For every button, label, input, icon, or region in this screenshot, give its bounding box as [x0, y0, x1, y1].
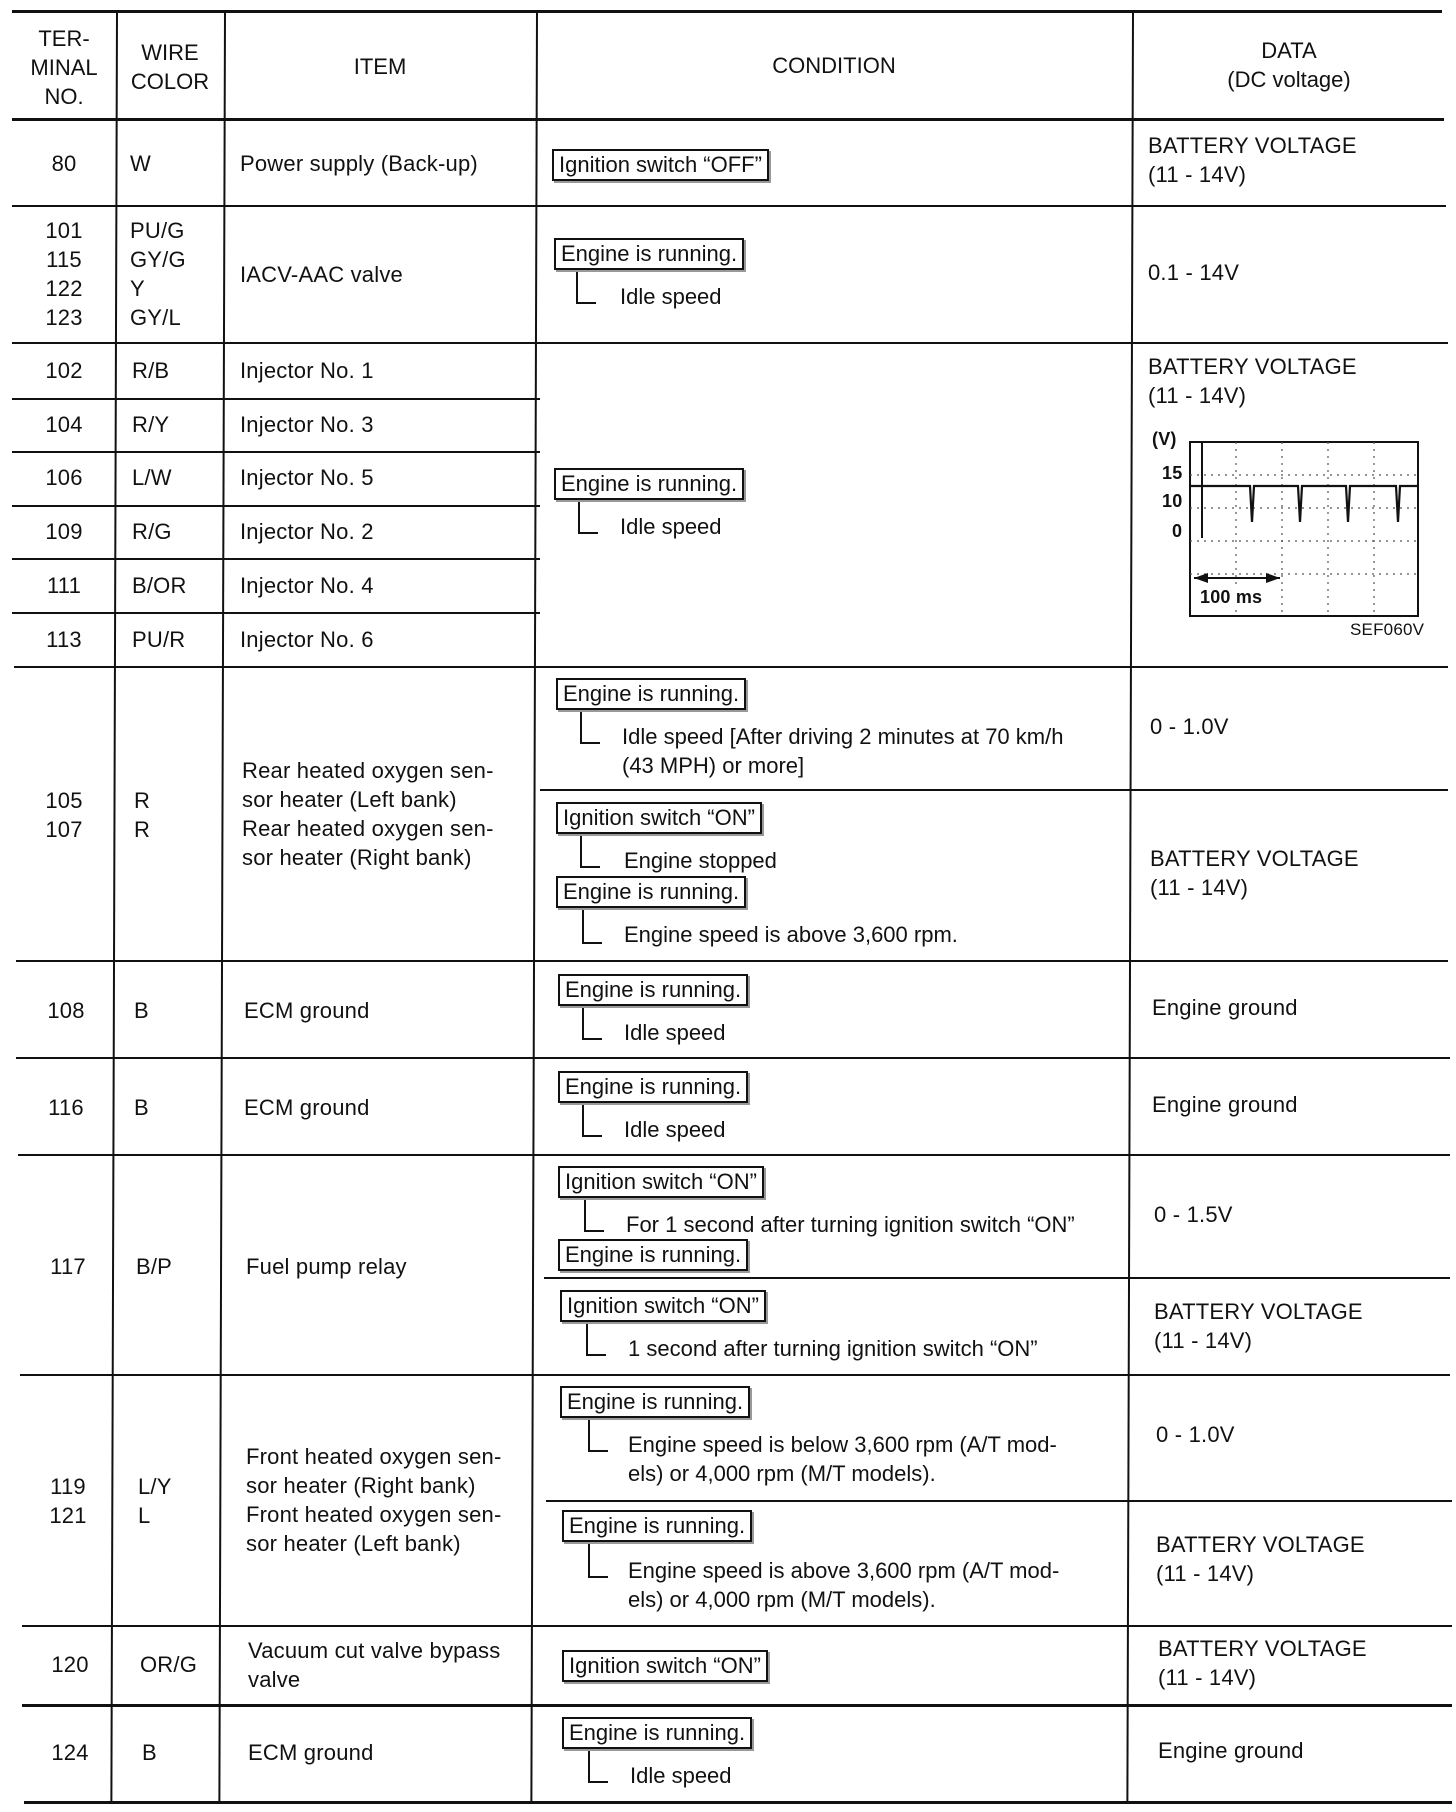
arrow-head-left: [1194, 573, 1208, 583]
item: Injector No. 5: [240, 465, 374, 490]
sub-condition-branch: [582, 910, 602, 944]
data-value: 0 - 1.5V: [1154, 1202, 1233, 1227]
terminal-no: 106: [45, 465, 83, 490]
header-wire-color: [118, 38, 222, 96]
data-line: (11 - 14V): [1148, 162, 1247, 187]
data-line: BATTERY VOLTAGE: [1148, 133, 1357, 158]
sub-condition: Engine speed is above 3,600 rpm.: [624, 922, 958, 947]
item: Injector No. 2: [240, 519, 374, 544]
item: ECM ground: [244, 1095, 370, 1120]
condition-box: Ignition switch “ON”: [556, 802, 762, 834]
header-line: COLOR: [130, 69, 210, 94]
terminal-line: 119: [50, 1474, 86, 1499]
terminal-no: 116: [48, 1095, 84, 1120]
data-value: [1156, 1530, 1365, 1588]
data-line: BATTERY VOLTAGE: [1150, 846, 1359, 871]
condition-box: Engine is running.: [562, 1717, 752, 1749]
condition-box: Engine is running.: [556, 678, 746, 710]
terminal-no: 108: [47, 998, 85, 1023]
item: [248, 1636, 500, 1694]
terminal-no: 117: [50, 1254, 86, 1279]
sub-condition: 1 second after turning ignition switch “ON”: [628, 1336, 1038, 1361]
wire-color: L/W: [132, 465, 172, 490]
row-rule: [12, 205, 1446, 207]
data-value: [1154, 1297, 1363, 1355]
header-terminal-no: [14, 24, 114, 111]
terminal-no: 109: [45, 519, 83, 544]
sub-condition: Idle speed: [630, 1763, 732, 1788]
condition-box: Engine is running.: [554, 238, 744, 270]
wire-color: R/Y: [132, 412, 170, 437]
scope-y-label: 15: [1162, 463, 1183, 483]
column-rule: [530, 12, 538, 1802]
item: Injector No. 3: [240, 412, 374, 437]
sub-condition-branch: [588, 1544, 608, 1578]
row-rule: [16, 960, 1448, 962]
data-line: (11 - 14V): [1158, 1665, 1257, 1690]
sub-condition-branch: [584, 1200, 604, 1232]
row-rule: [14, 666, 1448, 668]
sub-condition: Engine stopped: [624, 848, 777, 873]
sub-condition-branch: [582, 1008, 602, 1040]
data-value: [1148, 131, 1357, 189]
row-rule: [12, 398, 540, 400]
sub-line: (43 MPH) or more]: [622, 753, 805, 778]
header-condition: CONDITION: [772, 53, 896, 78]
column-rule: [218, 12, 226, 1802]
wire-color: R/B: [132, 358, 170, 383]
header-line: NO.: [44, 84, 84, 109]
header-line: WIRE: [141, 40, 199, 65]
item-line: Front heated oxygen sen-: [246, 1502, 502, 1527]
data-value: Engine ground: [1152, 995, 1298, 1020]
wire-line: GY/G: [130, 247, 186, 272]
sub-condition: Idle speed: [620, 284, 722, 309]
header-bottom-rule: [12, 118, 1444, 121]
wire-line: L: [138, 1503, 151, 1528]
wire-color: B/OR: [132, 573, 187, 598]
row-rule: [22, 1625, 1452, 1627]
terminal-line: 122: [45, 276, 83, 301]
data-line: BATTERY VOLTAGE: [1148, 354, 1357, 379]
sub-condition-branch: [578, 502, 598, 534]
wire-line: PU/G: [130, 218, 185, 243]
terminal-no: 120: [51, 1652, 89, 1677]
wire-line: Y: [130, 276, 145, 301]
condition-box: Engine is running.: [556, 876, 746, 908]
wire-color: [138, 1472, 172, 1530]
row-rule: [22, 1704, 1452, 1707]
sub-condition-branch: [588, 1751, 608, 1783]
wire-color: R/G: [132, 519, 172, 544]
wire-color: B/P: [136, 1254, 173, 1279]
wire-color: [134, 786, 150, 844]
sub-line: els) or 4,000 rpm (M/T models).: [628, 1461, 936, 1486]
wire-color: OR/G: [140, 1652, 198, 1677]
terminal-line: 107: [45, 817, 83, 842]
data-line: (11 - 14V): [1154, 1328, 1253, 1353]
sub-condition: Idle speed: [620, 514, 722, 539]
terminal-no: 113: [46, 627, 82, 652]
item: Fuel pump relay: [246, 1254, 407, 1279]
data-line: (11 - 14V): [1156, 1561, 1255, 1586]
item: IACV-AAC valve: [240, 262, 403, 287]
data-value: Engine ground: [1152, 1092, 1298, 1117]
sub-condition-branch: [576, 272, 596, 304]
sub-condition: [628, 1556, 1059, 1614]
item-line: Rear heated oxygen sen-: [242, 816, 494, 841]
terminal-line: 105: [45, 788, 83, 813]
scope-time-label: 100 ms: [1200, 587, 1263, 607]
item: Injector No. 4: [240, 573, 374, 598]
sub-condition-branch: [582, 1105, 602, 1137]
data-value: [1158, 1634, 1367, 1692]
condition-box: Engine is running.: [558, 1239, 748, 1271]
sub-line: Engine speed is below 3,600 rpm (A/T mod-: [628, 1432, 1057, 1457]
data-value: Engine ground: [1158, 1738, 1304, 1763]
terminal-no: 80: [51, 151, 77, 176]
item-line: valve: [248, 1667, 301, 1692]
condition-box: Engine is running.: [560, 1386, 750, 1418]
item: ECM ground: [244, 998, 370, 1023]
wire-line: R: [134, 788, 151, 813]
item-line: Front heated oxygen sen-: [246, 1444, 502, 1469]
sub-condition: Idle speed: [624, 1020, 726, 1045]
sub-line: els) or 4,000 rpm (M/T models).: [628, 1587, 936, 1612]
item-line: sor heater (Right bank): [246, 1473, 476, 1498]
data-value: 0.1 - 14V: [1148, 260, 1240, 285]
item: [246, 1442, 502, 1558]
condition-box: Ignition switch “ON”: [562, 1650, 768, 1682]
row-rule: [16, 1057, 1450, 1059]
sub-line: Engine speed is above 3,600 rpm (A/T mod-: [628, 1558, 1060, 1583]
condition-box: Ignition switch “ON”: [560, 1290, 766, 1322]
wire-color: PU/R: [132, 627, 186, 652]
scope-y-label: 10: [1162, 491, 1183, 511]
row-rule: [12, 612, 540, 614]
arrow-head-right: [1266, 573, 1280, 583]
header-line: TER-: [38, 26, 90, 51]
row-rule: [12, 451, 540, 453]
row-rule: [540, 789, 1448, 791]
waveform-chart: [1150, 428, 1432, 638]
terminal-no: [14, 786, 114, 844]
item: Injector No. 6: [240, 627, 374, 652]
item: Power supply (Back-up): [240, 151, 478, 176]
sub-condition: [628, 1430, 1057, 1488]
terminal-line: 123: [45, 305, 83, 330]
wire-line: L/Y: [138, 1474, 172, 1499]
sub-condition: Idle speed: [624, 1117, 726, 1142]
sub-condition-branch: [588, 1420, 608, 1452]
header-line: DATA: [1261, 38, 1317, 63]
wire-color: W: [130, 151, 151, 176]
terminal-no: [18, 1472, 118, 1530]
scope-unit-label: (V): [1152, 429, 1177, 449]
header-line: MINAL: [30, 55, 98, 80]
data-line: BATTERY VOLTAGE: [1154, 1299, 1363, 1324]
header-data: [1134, 36, 1444, 94]
data-value: 0 - 1.0V: [1156, 1422, 1235, 1447]
condition-box: Engine is running.: [558, 974, 748, 1006]
sub-condition: [622, 722, 1063, 780]
header-item: ITEM: [353, 54, 407, 79]
row-rule: [12, 505, 540, 507]
condition-box: Ignition switch “OFF”: [552, 149, 769, 181]
item: [242, 756, 494, 872]
header-line: (DC voltage): [1227, 67, 1351, 92]
table-bottom-rule: [24, 1801, 1452, 1804]
terminal-no: 111: [46, 573, 82, 598]
item: ECM ground: [248, 1740, 374, 1765]
condition-box: Ignition switch “ON”: [558, 1166, 764, 1198]
condition-box: Engine is running.: [562, 1510, 752, 1542]
condition-box: Engine is running.: [558, 1071, 748, 1103]
terminal-line: 121: [49, 1503, 87, 1528]
terminal-no: 102: [45, 358, 83, 383]
sub-condition-branch: [580, 712, 600, 744]
terminal-no: [14, 216, 114, 332]
item-line: Vacuum cut valve bypass: [248, 1638, 501, 1663]
wire-color: B: [142, 1740, 157, 1765]
condition-box: Engine is running.: [554, 468, 744, 500]
data-line: BATTERY VOLTAGE: [1156, 1532, 1365, 1557]
data-value: [1150, 844, 1359, 902]
terminal-line: 101: [45, 218, 83, 243]
wire-line: GY/L: [130, 305, 181, 330]
data-line: (11 - 14V): [1150, 875, 1249, 900]
item-line: Rear heated oxygen sen-: [242, 758, 494, 783]
data-value: [1148, 352, 1357, 410]
terminal-no: 104: [45, 412, 83, 437]
scope-y-label: 0: [1172, 521, 1183, 541]
item: Injector No. 1: [240, 358, 374, 383]
row-rule: [544, 1277, 1450, 1279]
sub-condition: For 1 second after turning ignition switch “ON”: [626, 1212, 1075, 1237]
terminal-no: 124: [51, 1740, 89, 1765]
row-rule: [12, 342, 1448, 344]
row-rule: [12, 558, 540, 560]
terminal-line: 115: [46, 247, 82, 272]
wire-color: B: [134, 998, 149, 1023]
table-top-rule: [12, 10, 1442, 13]
wire-line: R: [134, 817, 151, 842]
row-rule: [20, 1374, 1450, 1376]
sub-condition-branch: [580, 836, 600, 868]
item-line: sor heater (Right bank): [242, 845, 472, 870]
wire-color: B: [134, 1095, 149, 1120]
waveform-scope: [1150, 428, 1432, 638]
sub-condition-branch: [586, 1324, 606, 1356]
item-line: sor heater (Left bank): [242, 787, 457, 812]
column-rule: [1126, 12, 1134, 1802]
sub-line: Idle speed [After driving 2 minutes at 70 km/h: [622, 724, 1064, 749]
data-line: BATTERY VOLTAGE: [1158, 1636, 1367, 1661]
figure-code: SEF060V: [1350, 620, 1425, 639]
data-value: 0 - 1.0V: [1150, 714, 1229, 739]
data-line: (11 - 14V): [1148, 383, 1247, 408]
row-rule: [18, 1154, 1450, 1156]
item-line: sor heater (Left bank): [246, 1531, 461, 1556]
row-rule: [546, 1500, 1452, 1502]
wire-color: [130, 216, 186, 332]
waveform-trace: [1190, 486, 1418, 522]
